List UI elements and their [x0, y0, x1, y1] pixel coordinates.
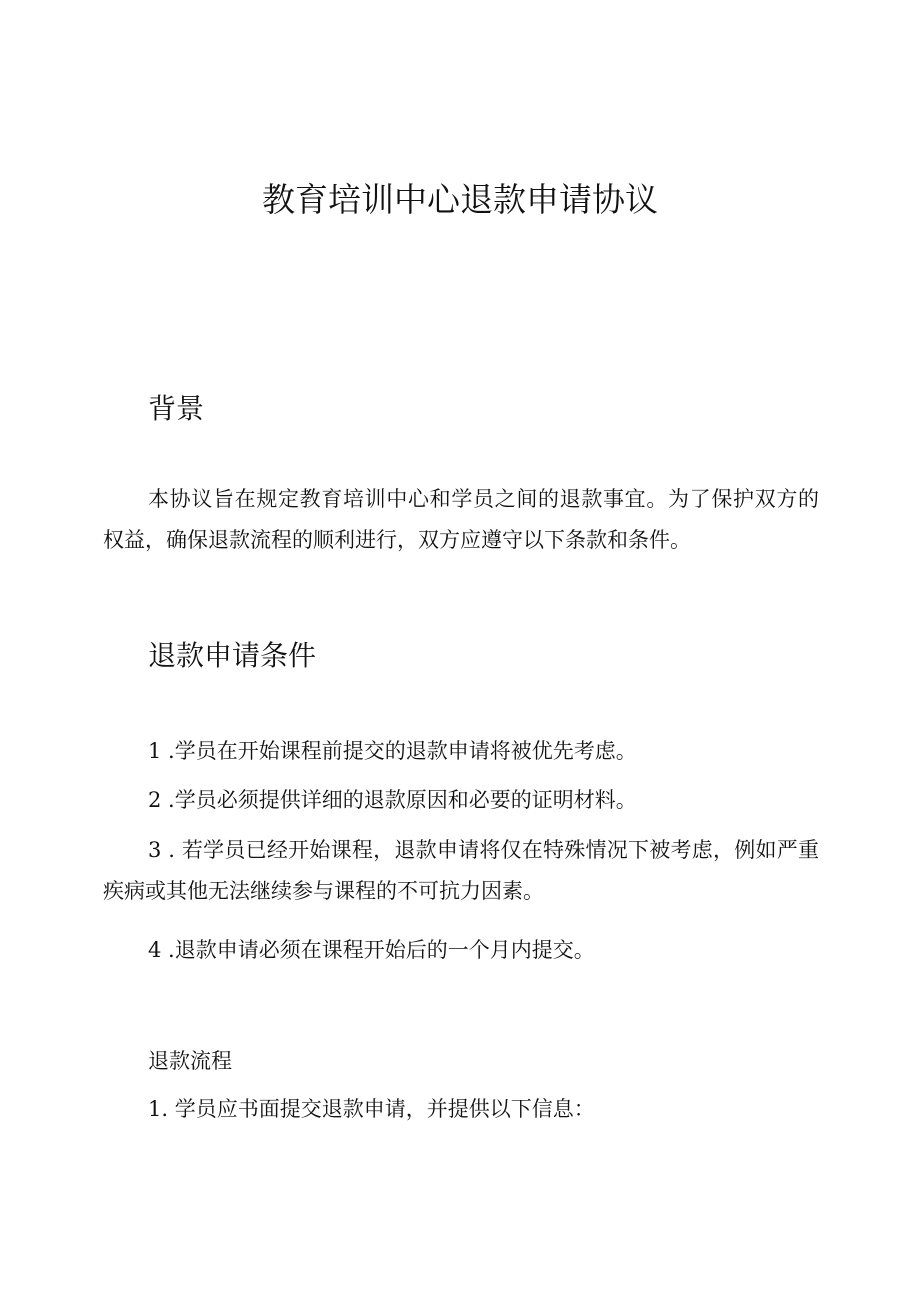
background-paragraph: 本协议旨在规定教育培训中心和学员之间的退款事宜。为了保护双方的权益，确保退款流程的顺利进行，双方应遵守以下条款和条件。	[103, 487, 819, 552]
process-item-1: 1. 学员应书面提交退款申请，并提供以下信息：	[148, 1097, 595, 1121]
condition-item-4: 4 .退款申请必须在课程开始后的一个月内提交。	[148, 938, 595, 962]
condition-item-2: 2 .学员必须提供详细的退款原因和必要的证明材料。	[148, 788, 637, 812]
document-title: 教育培训中心退款申请协议	[262, 180, 658, 219]
conditions-heading: 退款申请条件	[148, 639, 317, 672]
background-heading: 背景	[148, 392, 205, 425]
condition-item-3: 3 . 若学员已经开始课程，退款申请将仅在特殊情况下被考虑，例如严重疾病或其他无法继续参与课程的不可抗力因素。	[103, 838, 819, 903]
condition-item-1: 1 .学员在开始课程前提交的退款申请将被优先考虑。	[148, 739, 637, 763]
process-heading: 退款流程	[148, 1049, 232, 1073]
